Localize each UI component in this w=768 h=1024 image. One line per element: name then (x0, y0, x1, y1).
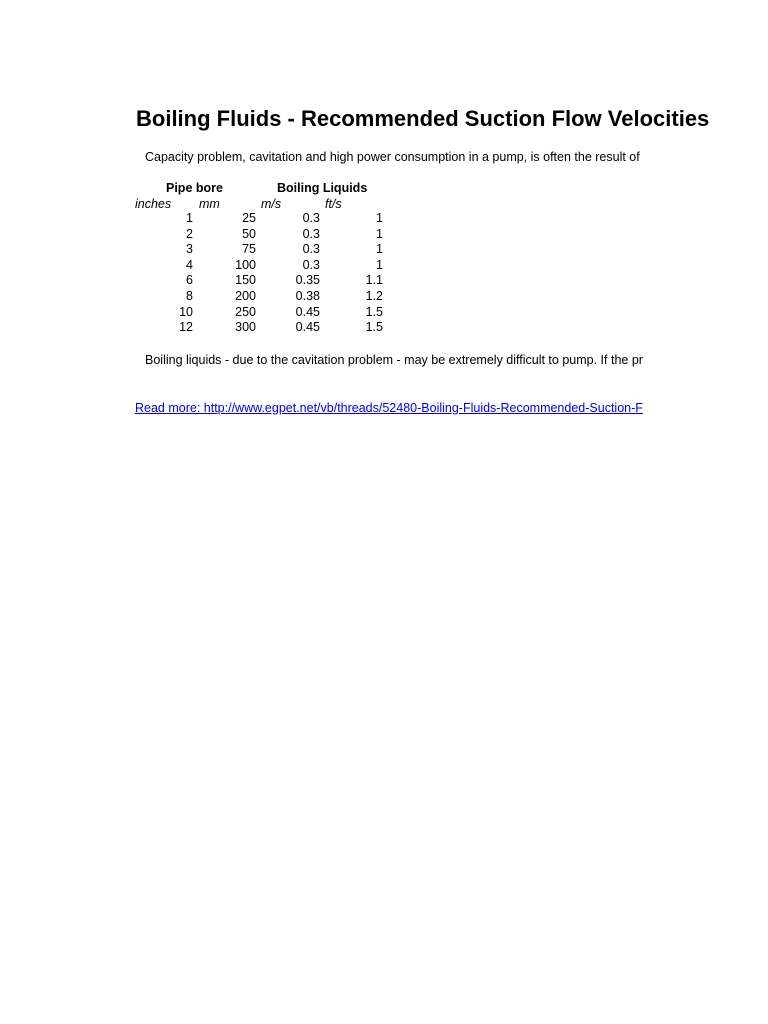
table-row (0, 305, 641, 321)
cell-fts: 1.5 (365, 304, 383, 319)
cell-mm: 75 (242, 242, 256, 257)
cavitation-note: Boiling liquids - due to the cavitation problem - may be extremely difficult to pump. If the pr (145, 353, 643, 367)
unit-fts: ft/s (325, 197, 342, 211)
cell-mm: 25 (242, 211, 256, 225)
cell-fts: 1.2 (365, 288, 383, 303)
cell-ms: 0.38 (295, 288, 320, 303)
cell-fts: 1.5 (365, 320, 383, 335)
table-row (0, 242, 641, 258)
cell-inches: 8 (186, 288, 193, 303)
intro-text: Capacity problem, cavitation and high power consumption in a pump, is often the result of (145, 150, 640, 164)
table-row (0, 289, 641, 305)
cell-mm: 50 (242, 226, 256, 241)
cell-inches: 2 (186, 226, 193, 241)
cell-mm: 300 (235, 320, 256, 335)
header-boiling-liquids: Boiling Liquids (277, 181, 368, 195)
page-title: Boiling Fluids - Recommended Suction Flow Velocities (136, 106, 710, 131)
table-row (0, 320, 641, 336)
table-row (0, 273, 641, 289)
cell-inches: 3 (186, 242, 193, 257)
cell-mm: 100 (235, 257, 256, 272)
table-row (0, 227, 641, 243)
cell-fts: 1 (376, 257, 383, 272)
cell-ms: 0.3 (302, 257, 320, 272)
table-row (0, 258, 641, 274)
cell-ms: 0.3 (302, 226, 320, 241)
cell-inches: 1 (186, 211, 193, 225)
cell-inches: 10 (179, 304, 193, 319)
cell-fts: 1 (376, 211, 383, 225)
cell-ms: 0.35 (295, 273, 320, 288)
table-row (0, 211, 641, 227)
cell-ms: 0.45 (295, 304, 320, 319)
cell-ms: 0.3 (302, 211, 320, 225)
cell-fts: 1.1 (365, 273, 383, 288)
unit-mm: mm (199, 197, 220, 211)
cell-ms: 0.3 (302, 242, 320, 257)
cell-fts: 1 (376, 242, 383, 257)
cell-ms: 0.45 (295, 320, 320, 335)
unit-ms: m/s (261, 197, 282, 211)
read-more-link[interactable]: Read more: http://www.egpet.net/vb/threads/52480-Boiling-Fluids-Recommended-Suction-F (135, 401, 643, 415)
cell-mm: 250 (235, 304, 256, 319)
cell-inches: 6 (186, 273, 193, 288)
cell-inches: 4 (186, 257, 193, 272)
cell-inches: 12 (179, 320, 193, 335)
velocity-table (0, 211, 641, 336)
cell-fts: 1 (376, 226, 383, 241)
header-pipe-bore: Pipe bore (166, 181, 223, 195)
cell-mm: 150 (235, 273, 256, 288)
cell-mm: 200 (235, 288, 256, 303)
unit-inches: inches (135, 197, 172, 211)
